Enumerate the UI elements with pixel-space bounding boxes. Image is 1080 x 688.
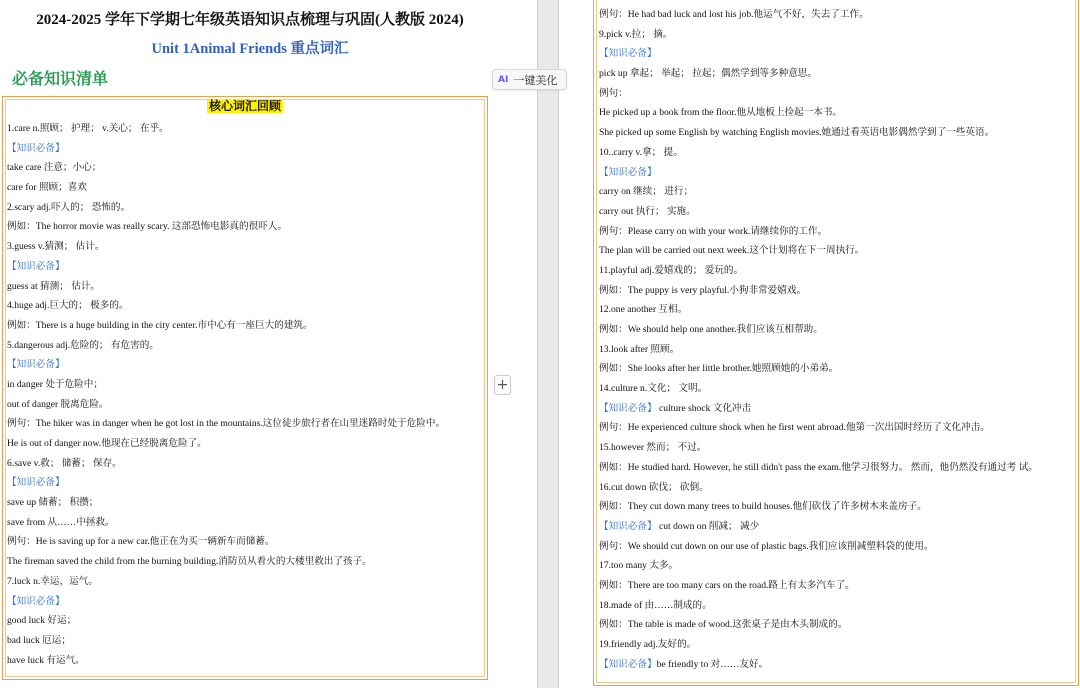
vocab-line: 9.pick v.拉； 摘。 [599,28,673,40]
vocab-line: He picked up a book from the floor.他从地板上捡起一本书。 [599,107,843,119]
knowledge-tag: 【知识必备】 [7,142,65,154]
vocab-line: 例句：The hiker was in danger when he got lost in the mountains.这位徒步旅行者在山里迷路时处于危险中。 [7,418,446,430]
vocab-line: 12.one another 互相。 [599,304,688,316]
add-page-button[interactable] [494,375,511,395]
vocab-line: 例句：He is saving up for a new car.他正在为买一辆新车而储蓄。 [7,536,275,548]
vocab-line: 例如：The horror movie was really scary. 这部恐怖电影真的很吓人。 [7,221,287,233]
vocab-line: save up 储蓄； 积攒； [7,497,99,509]
vocab-line: 例如：The table is made of wood.这张桌子是由木头制成的。 [599,619,848,631]
knowledge-tag-line: 【知识必备】be friendly to 对……友好。 [599,658,769,670]
vocab-line: have luck 有运气。 [7,654,85,666]
vocab-line: 1.care n.照顾； 护理； v.关心； 在乎。 [7,123,169,134]
page-divider-left [537,0,538,688]
vocab-line: pick up 拿起； 举起； 拉起；偶然学到等多种意思。 [599,68,817,80]
page-divider-right [558,0,559,688]
vocab-line: 例句：He had bad luck and lost his job.他运气不好，失去了工作。 [599,9,869,20]
vocab-line: in danger 处于危险中； [7,378,103,390]
vocab-line: 5.dangerous adj.危险的； 有危害的。 [7,339,159,351]
vocab-line: 17.too many 太多。 [599,560,679,572]
vocab-line: 例如：They cut down many trees to build houses.他们砍伐了许多树木来盖房子。 [599,501,927,513]
knowledge-tag-line: 【知识必备】 cut down on 削减； 减少 [599,520,760,532]
knowledge-tag: 【知识必备】 [7,260,65,272]
vocab-line: save from 从……中拯救。 [7,516,115,528]
vocab-box-heading: 核心词汇回顾 [209,99,282,113]
vocab-line: The fireman saved the child from the burning building.消防员从着火的大楼里救出了孩子。 [7,556,372,568]
vocab-line: good luck 好运； [7,615,77,627]
vocab-line: 15.however 然而； 不过。 [599,442,707,454]
vocab-line: 14.culture n.文化； 文明。 [599,383,708,395]
vocab-line: 7.luck n.幸运，运气。 [7,575,98,587]
vocab-line: 16.cut down 砍伐； 砍倒。 [599,481,709,493]
ai-beautify-button[interactable] [492,69,567,90]
vocab-line: 13.look after 照顾。 [599,343,680,355]
vocab-line: guess at 猜测； 估计。 [7,280,101,292]
ai-beautify-label: 一键美化 [513,73,558,87]
vocab-line: carry on 继续； 进行； [599,186,694,198]
vocab-line: 例如：The puppy is very playful.小狗非常爱嬉戏。 [599,284,807,296]
vocab-line: 例句：We should cut down on our use of plastic bags.我们应该削减塑料袋的使用。 [599,540,934,552]
vocab-line: 6.save v.救； 储蓄； 保存。 [7,457,122,469]
knowledge-tag: 【知识必备】 [7,595,65,607]
document-subtitle: Unit 1Animal Friends 重点词汇 [151,41,349,57]
vocab-line: 例如：He studied hard. However, he still didn't pass the exam.他学习很努力。 然而，他仍然没有通过考 试。 [599,461,1038,473]
document-title: 2024-2025 学年下学期七年级英语知识点梳理与巩固(人教版 2024) [36,12,464,28]
ai-icon: AI [498,74,509,85]
vocab-line: care for 照顾；喜欢 [7,182,87,194]
vocab-list-left [7,119,483,670]
vocab-line: take care 注意；小心； [7,162,102,174]
plus-icon: + [496,377,509,393]
vocab-line: 例如：There are too many cars on the road.路上有太多汽车了。 [599,579,855,591]
vocab-line: 11.playful adj.爱嬉戏的； 爱玩的。 [599,264,744,276]
vocab-line: 例句：He experienced culture shock when he first went abroad.他第一次出国时经历了文化冲击。 [599,422,990,434]
vocab-line: 例如：We should help one another.我们应该互相帮助。 [599,324,823,335]
knowledge-tag-line: 【知识必备】 culture shock 文化冲击 [599,402,752,414]
vocab-list-right [599,5,1073,674]
vocab-line: 例句： [599,87,628,99]
vocab-line: out of danger 脱离危险。 [7,398,109,410]
vocab-line: 3.guess v.猜测； 估计。 [7,241,105,253]
vocab-line: 例如：There is a huge building in the city center.市中心有一座巨大的建筑。 [7,319,313,331]
vocab-line: 10..carry v.拿； 提。 [599,146,683,158]
vocab-line: She picked up some English by watching English movies.她通过看英语电影偶然学到了一些英语。 [599,127,995,139]
vocab-line: 例如：She looks after her little brother.她照顾她的小弟弟。 [599,363,839,375]
vocab-line: 2.scary adj.吓人的； 恐怖的。 [7,201,131,213]
vocab-line: 19.friendly adj.友好的。 [599,639,697,650]
vocab-line: The plan will be carried out next week.这个计划将在下一周执行。 [599,245,865,257]
vocab-line: He is out of danger now.他现在已经脱离危险了。 [7,438,207,449]
vocab-line: carry out 执行； 实施。 [599,205,696,217]
vocab-line: 18.made of 由……制成的。 [599,599,712,611]
knowledge-tag: 【知识必备】 [599,166,657,178]
vocab-line: 例句：Please carry on with your work.请继续你的工作。 [599,225,828,237]
knowledge-tag: 【知识必备】 [7,359,65,371]
knowledge-tag: 【知识必备】 [599,48,657,60]
section-heading: 必备知识清单 [12,69,109,88]
knowledge-tag: 【知识必备】 [7,477,65,489]
vocab-line: 4.huge adj.巨大的； 极多的。 [7,300,129,312]
vocab-line: bad luck 厄运； [7,634,71,646]
